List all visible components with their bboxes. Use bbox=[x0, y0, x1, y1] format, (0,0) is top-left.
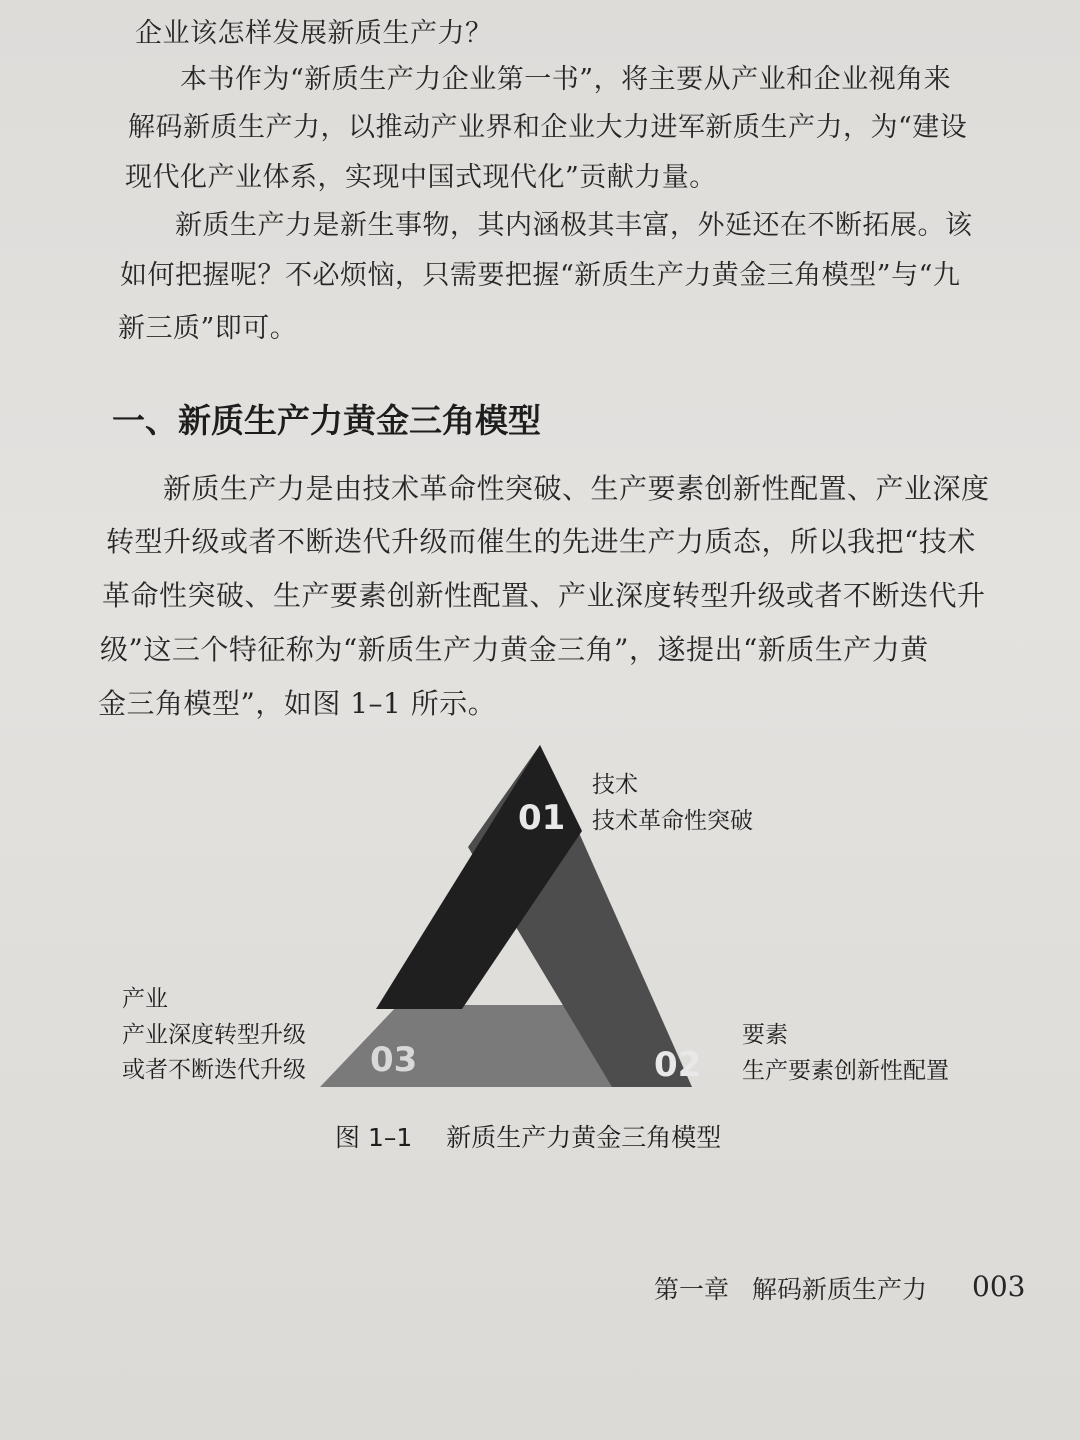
body-line: 新三质”即可。 bbox=[118, 313, 298, 344]
section-line: 新质生产力是由技术革命性突破、生产要素创新性配置、产业深度 bbox=[163, 472, 990, 505]
body-line: 本书作为“新质生产力企业第一书”，将主要从产业和企业视角来 bbox=[180, 64, 952, 95]
page-number: 003 bbox=[972, 1270, 1026, 1303]
label-industry-title: 产业 bbox=[122, 986, 168, 1012]
body-line: 如何把握呢？不必烦恼，只需要把握“新质生产力黄金三角模型”与“九 bbox=[120, 260, 961, 291]
section-line: 革命性突破、生产要素创新性配置、产业深度转型升级或者不断迭代升 bbox=[102, 579, 986, 612]
vertex-number-02: 02 bbox=[654, 1045, 702, 1085]
label-industry bbox=[122, 982, 306, 1089]
section-line: 级”这三个特征称为“新质生产力黄金三角”，遂提出“新质生产力黄 bbox=[100, 633, 929, 666]
vertex-number-01: 01 bbox=[518, 798, 566, 838]
section-line: 金三角模型”，如图 1–1 所示。 bbox=[98, 687, 497, 720]
figure-caption bbox=[335, 1118, 721, 1154]
label-industry-desc-1: 产业深度转型升级 bbox=[122, 1021, 306, 1048]
body-line: 解码新质生产力，以推动产业界和企业大力进军新质生产力，为“建设 bbox=[128, 112, 968, 143]
section-line: 转型升级或者不断迭代升级而催生的先进生产力质态，所以我把“技术 bbox=[106, 525, 976, 558]
figure-caption-title: 新质生产力黄金三角模型 bbox=[446, 1123, 722, 1152]
label-factor-title: 要素 bbox=[742, 1022, 788, 1048]
figure-caption-number: 图 1–1 bbox=[335, 1123, 413, 1152]
label-tech-desc: 技术革命性突破 bbox=[592, 807, 753, 834]
label-tech-title: 技术 bbox=[592, 772, 638, 798]
section-heading: 一、新质生产力黄金三角模型 bbox=[112, 401, 541, 440]
body-line: 新质生产力是新生事物，其内涵极其丰富，外延还在不断拓展。该 bbox=[175, 210, 973, 241]
label-factor bbox=[742, 1018, 949, 1089]
footer-title: 解码新质生产力 bbox=[752, 1275, 928, 1304]
vertex-number-03: 03 bbox=[370, 1040, 418, 1080]
label-industry-desc-2: 或者不断迭代升级 bbox=[122, 1057, 306, 1084]
label-tech bbox=[592, 768, 753, 839]
footer-chapter: 第一章 bbox=[654, 1275, 730, 1304]
body-line: 企业该怎样发展新质生产力？ bbox=[135, 18, 493, 49]
body-line: 现代化产业体系，实现中国式现代化”贡献力量。 bbox=[125, 162, 717, 193]
label-factor-desc: 生产要素创新性配置 bbox=[742, 1057, 949, 1084]
